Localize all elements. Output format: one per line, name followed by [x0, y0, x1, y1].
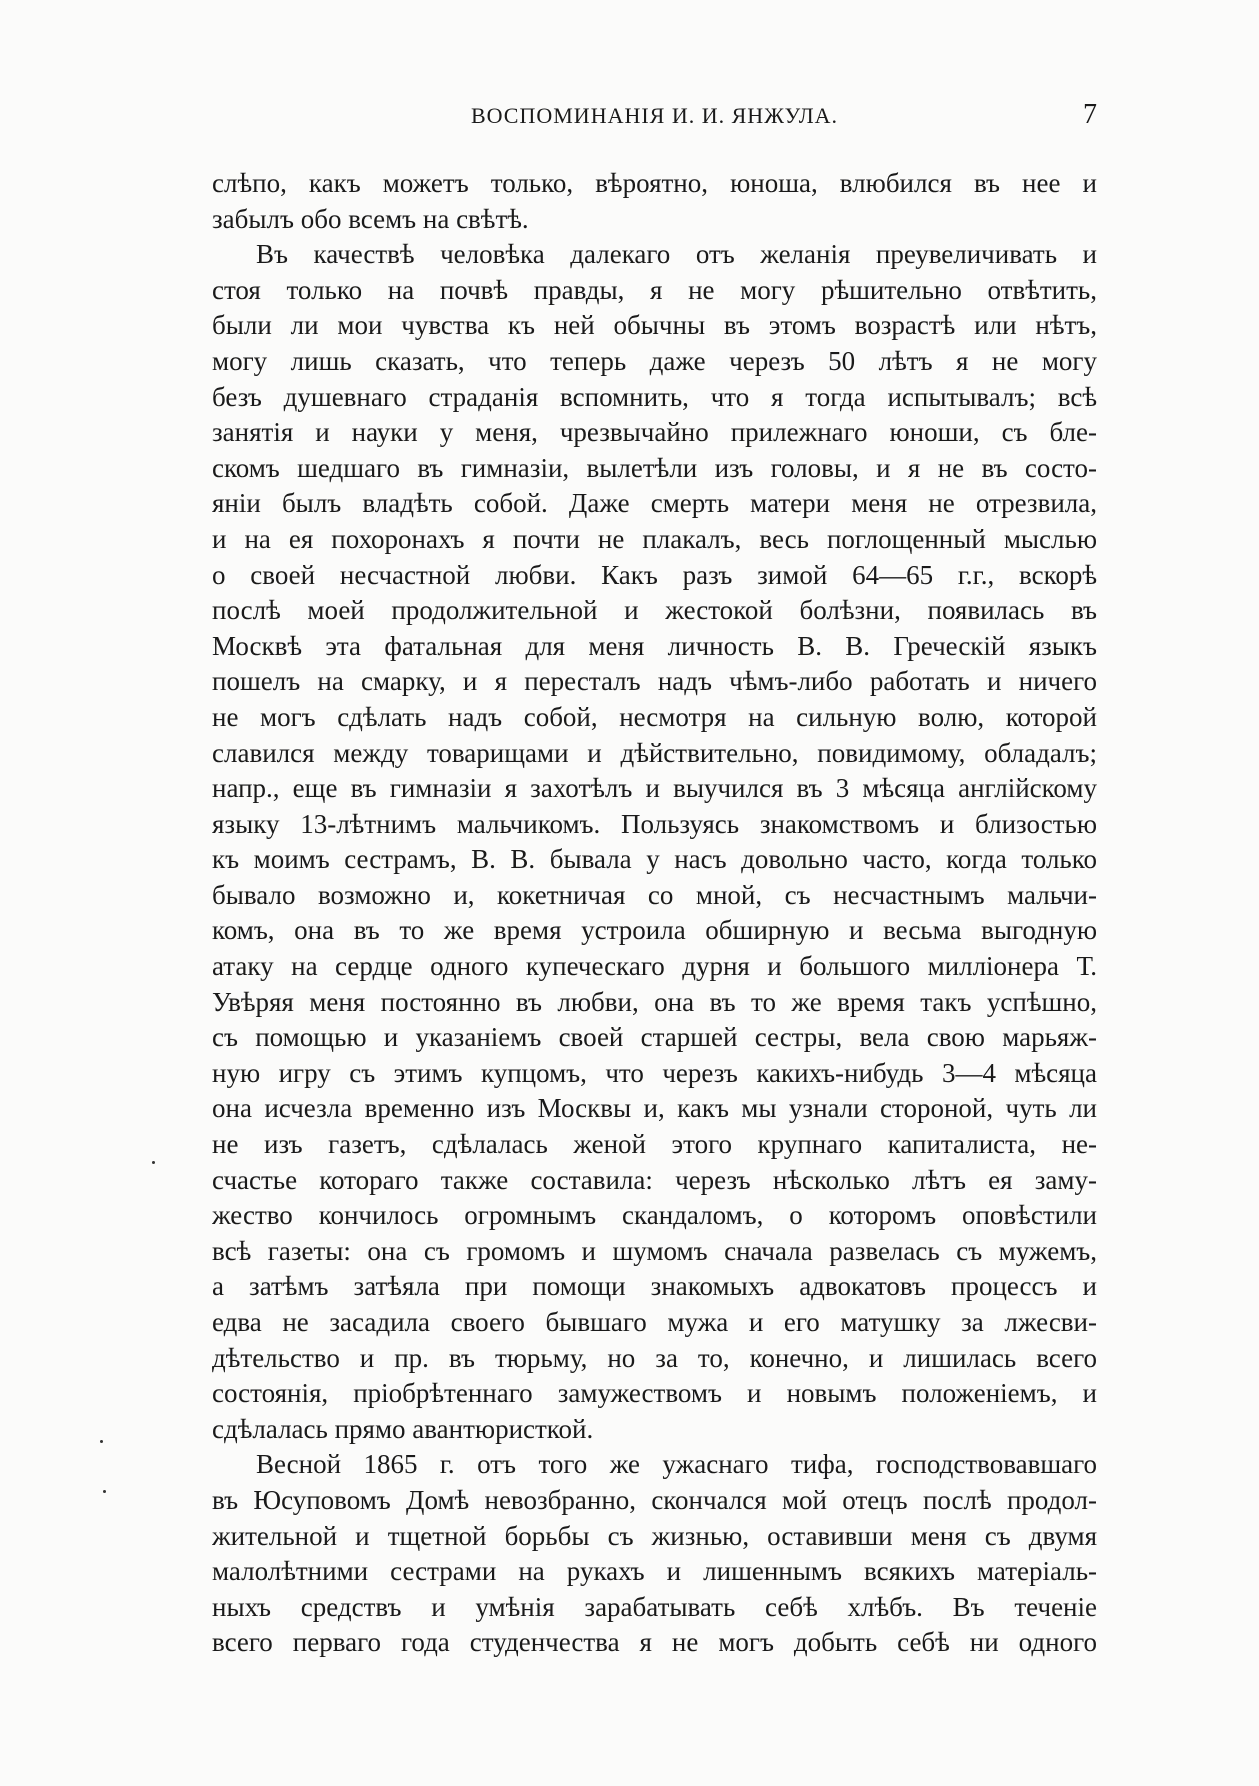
text-line: ныхъ средствъ и умѣнія зарабатывать себѣ хлѣбъ. Въ теченіе: [212, 1591, 1097, 1622]
text-line: забылъ обо всемъ на свѣтѣ.: [212, 203, 529, 234]
text-line: комъ, она въ то же время устроила обширную и весьма выгодную: [212, 915, 1097, 946]
text-line: а затѣмъ затѣяла при помощи знакомыхъ адвокатовъ процессъ и: [212, 1271, 1097, 1302]
text-line: Весной 1865 г. отъ того же ужаснаго тифа, господствовавшаго: [256, 1449, 1097, 1480]
running-title: ВОСПОМИНАНІЯ И. И. ЯНЖУЛА.: [470, 103, 839, 128]
text-line: пошелъ на смарку, и я пересталъ надъ чѣмъ-либо работать и ничего: [212, 666, 1097, 697]
paragraph-1: [212, 166, 1097, 237]
running-head: [212, 99, 1097, 143]
text-line: всѣ газеты: она съ громомъ и шумомъ сначала развелась съ мужемъ,: [212, 1235, 1097, 1266]
text-line: яніи былъ владѣть собой. Даже смерть матери меня не отрезвила,: [212, 488, 1097, 519]
text-line: напр., еще въ гимназіи я захотѣлъ и выучился въ 3 мѣсяца англійскому: [212, 773, 1097, 804]
text-line: съ помощью и указаніемъ своей старшей сестры, вела свою марьяж-: [212, 1022, 1097, 1053]
text-line: сдѣлалась прямо авантюристкой.: [212, 1413, 594, 1444]
text-line: славился между товарищами и дѣйствительно, повидимому, обладалъ;: [212, 737, 1097, 768]
text-line: послѣ моей продолжительной и жестокой болѣзни, появилась въ: [212, 595, 1097, 626]
body-text: [212, 166, 1097, 1661]
text-line: ную игру съ этимъ купцомъ, что черезъ какихъ-нибудь 3—4 мѣсяца: [212, 1057, 1097, 1088]
text-line: въ Юсуповомъ Домѣ невозбранно, скончался мой отецъ послѣ продол-: [212, 1484, 1097, 1515]
text-line: занятія и науки у меня, чрезвычайно прилежнаго юноши, съ бле-: [212, 417, 1097, 448]
text-line: скомъ шедшаго въ гимназіи, вылетѣли изъ головы, и я не въ состо-: [212, 452, 1097, 483]
text-line: она исчезла временно изъ Москвы и, какъ мы узнали стороной, чуть ли: [212, 1093, 1097, 1124]
paragraph-3: [212, 1447, 1097, 1661]
text-line: счастье которaго также составила: черезъ нѣсколько лѣтъ ея заму-: [212, 1164, 1097, 1195]
text-line: могу лишь сказать, что теперь даже черезъ 50 лѣтъ я не могу: [212, 345, 1097, 376]
text-line: Увѣряя меня постоянно въ любви, она въ то же время такъ успѣшно,: [212, 986, 1097, 1017]
text-line: стоя только на почвѣ правды, я не могу рѣшительно отвѣтить,: [212, 274, 1097, 305]
paragraph-2: [212, 237, 1097, 1447]
text-line: не могъ сдѣлать надъ собой, несмотря на сильную волю, которой: [212, 701, 1097, 732]
text-line: не изъ газетъ, сдѣлалась женой этого крупнаго капиталиста, не-: [212, 1129, 1097, 1160]
text-line: Москвѣ эта фатальная для меня личность В. В. Греческій языкъ: [212, 630, 1097, 661]
text-line: Въ качествѣ человѣка далекаго отъ желанія преувеличивать и: [256, 239, 1097, 270]
text-line: и на ея похоронахъ я почти не плакалъ, весь поглощенный мыслью: [212, 523, 1097, 554]
text-line: были ли мои чувства къ ней обычны въ этомъ возрастѣ или нѣтъ,: [212, 310, 1097, 341]
text-line: жительной и тщетной борьбы съ жизнью, оставивши меня съ двумя: [212, 1520, 1097, 1551]
text-line: атаку на сердце одного купеческаго дурня и большого милліонера Т.: [212, 951, 1097, 982]
scan-speck: [103, 1490, 106, 1493]
text-line: состоянія, пріобрѣтеннаго замужествомъ и новымъ положеніемъ, и: [212, 1378, 1097, 1409]
text-line: слѣпо, какъ можетъ только, вѣроятно, юноша, влюбился въ нее и: [212, 168, 1097, 198]
text-line: къ моимъ сестрамъ, В. В. бывала у насъ довольно часто, когда только: [212, 844, 1097, 875]
scan-speck: [100, 1440, 103, 1443]
text-line: жество кончилось огромнымъ скандаломъ, о которомъ оповѣстили: [212, 1200, 1097, 1231]
text-line: всего перваго года студенчества я не могъ добыть себѣ ни одного: [212, 1627, 1097, 1658]
text-line: малолѣтними сестрами на рукахъ и лишеннымъ всякихъ матеріаль-: [212, 1556, 1097, 1587]
text-line: едва не засадила своего бывшаго мужа и его матушку за лжесви-: [212, 1307, 1097, 1337]
text-line: языку 13-лѣтнимъ мальчикомъ. Пользуясь знакомствомъ и близостью: [212, 808, 1097, 839]
text-line: дѣтельство и пр. въ тюрьму, но за то, конечно, и лишилась всего: [212, 1342, 1097, 1373]
scan-speck: [152, 1161, 155, 1164]
page-number: 7: [1083, 99, 1097, 130]
text-line: бывало возможно и, кокетничая со мной, съ несчастнымъ мальчи-: [212, 879, 1097, 910]
text-line: о своей несчастной любви. Какъ разъ зимой 64—65 г.г., вскорѣ: [212, 559, 1097, 590]
text-line: безъ душевнаго страданія вспомнить, что я тогда испытывалъ; всѣ: [212, 381, 1097, 412]
